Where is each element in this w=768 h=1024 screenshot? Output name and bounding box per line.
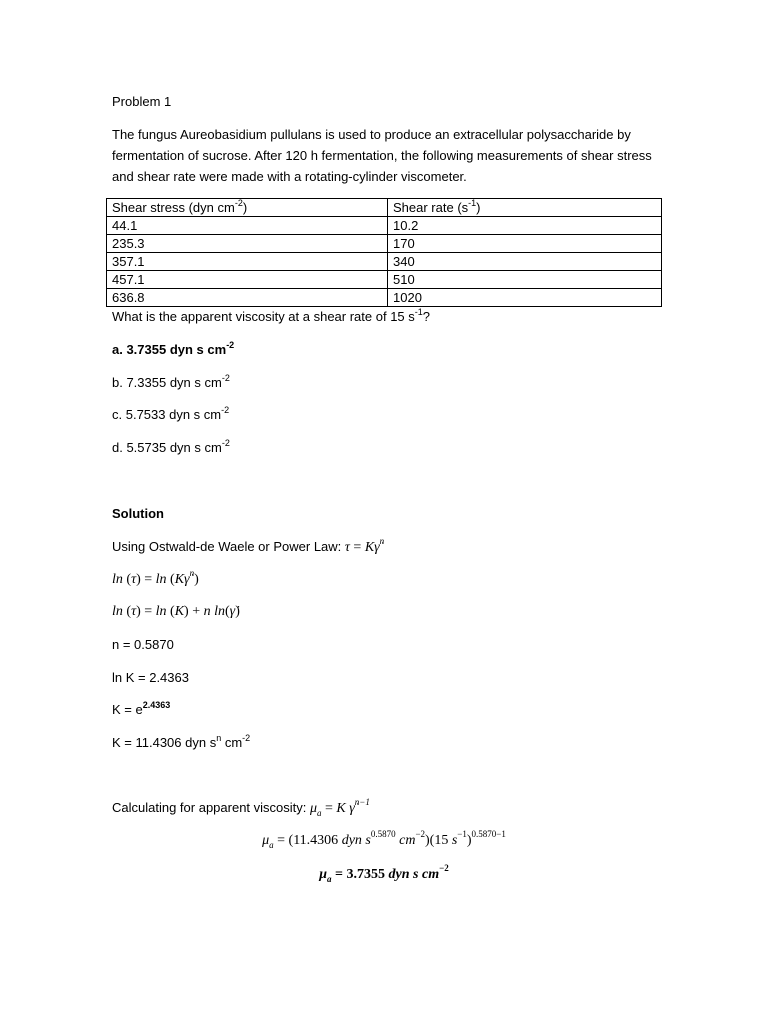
result-equation: $\mu_a = 3.7355$ dyn s $cm^{-2}$ (319, 863, 449, 884)
rate-cell: 10.2 (388, 217, 662, 235)
stress-cell: 44.1 (107, 217, 388, 235)
question-text: What is the apparent viscosity at a shear rate of 15 $s^{-1}$? (112, 306, 431, 324)
rate-cell: 170 (388, 235, 662, 253)
table-row (107, 217, 662, 235)
ln-equation-2: ln (τ) = ln (K) + n ln(γ̇) (112, 604, 240, 619)
header-shear-rate: Shear rate $(s^{-1})$ (388, 199, 662, 217)
substitution-equation: $\mu_a = (11.4306$ dyn $s^{0.5870}$ $cm^{-2})(15$ $s^{-1})^{0.5870-1}$ (262, 829, 506, 850)
intro-line: The fungus Aureobasidium pullulans is used to produce an extracellular polysaccharide by (112, 127, 631, 142)
stress-cell: 457.1 (107, 271, 388, 289)
table-row (107, 271, 662, 289)
problem-heading: Problem 1 (112, 94, 172, 109)
intro-line: fermentation of sucrose. After 120 h fermentation, the following measurements of shear stress (112, 148, 652, 163)
rate-cell: 340 (388, 253, 662, 271)
apparent-viscosity-line: Calculating for apparent viscosity: $\mu_a = K$ γ̇$^{n-1}$ (112, 797, 370, 818)
rate-cell: 510 (388, 271, 662, 289)
step-k-value: K = 11.4306 dyn $s^n$ $cm^{-2}$ (112, 732, 251, 750)
step-n: n = 0.5870 (112, 637, 174, 652)
table-row (107, 235, 662, 253)
table-header-row (107, 199, 662, 217)
rate-cell: 1020 (388, 289, 662, 307)
step-k-exp: $K = e^{2.4363}$ (112, 699, 171, 717)
stress-cell: 235.3 (107, 235, 388, 253)
power-law-line: Using Ostwald-de Waele or Power Law: τ = Kγ̇$^n$ (112, 536, 385, 555)
solution-heading: Solution (112, 506, 164, 521)
problem-intro (112, 124, 652, 187)
choice-c: c. 5.7533 dyn s $cm^{-2}$ (112, 404, 230, 422)
step-ln-k: ln K = 2.4363 (112, 670, 189, 685)
apparent-viscosity-formula: $\mu_a = K$ γ̇$^{n-1}$ (309, 797, 370, 818)
stress-cell: 357.1 (107, 253, 388, 271)
choice-d: d. 5.5735 dyn s $cm^{-2}$ (112, 437, 230, 455)
choice-b: b. 7.3355 dyn s $cm^{-2}$ (112, 372, 230, 390)
measurements-table (106, 198, 662, 307)
ln-equation-1: ln (τ) = ln (Kγ̇$^n$) (112, 568, 199, 587)
power-law-equation: τ = Kγ̇$^n$ (344, 536, 385, 555)
choice-a: a. 3.7355 dyn s $cm^{-2}$ (112, 339, 235, 357)
table-row (107, 289, 662, 307)
stress-cell: 636.8 (107, 289, 388, 307)
intro-line: and shear rate were made with a rotating-cylinder viscometer. (112, 169, 467, 184)
header-shear-stress: Shear stress (dyn $cm^{-2}$) (107, 199, 388, 217)
table-row (107, 253, 662, 271)
